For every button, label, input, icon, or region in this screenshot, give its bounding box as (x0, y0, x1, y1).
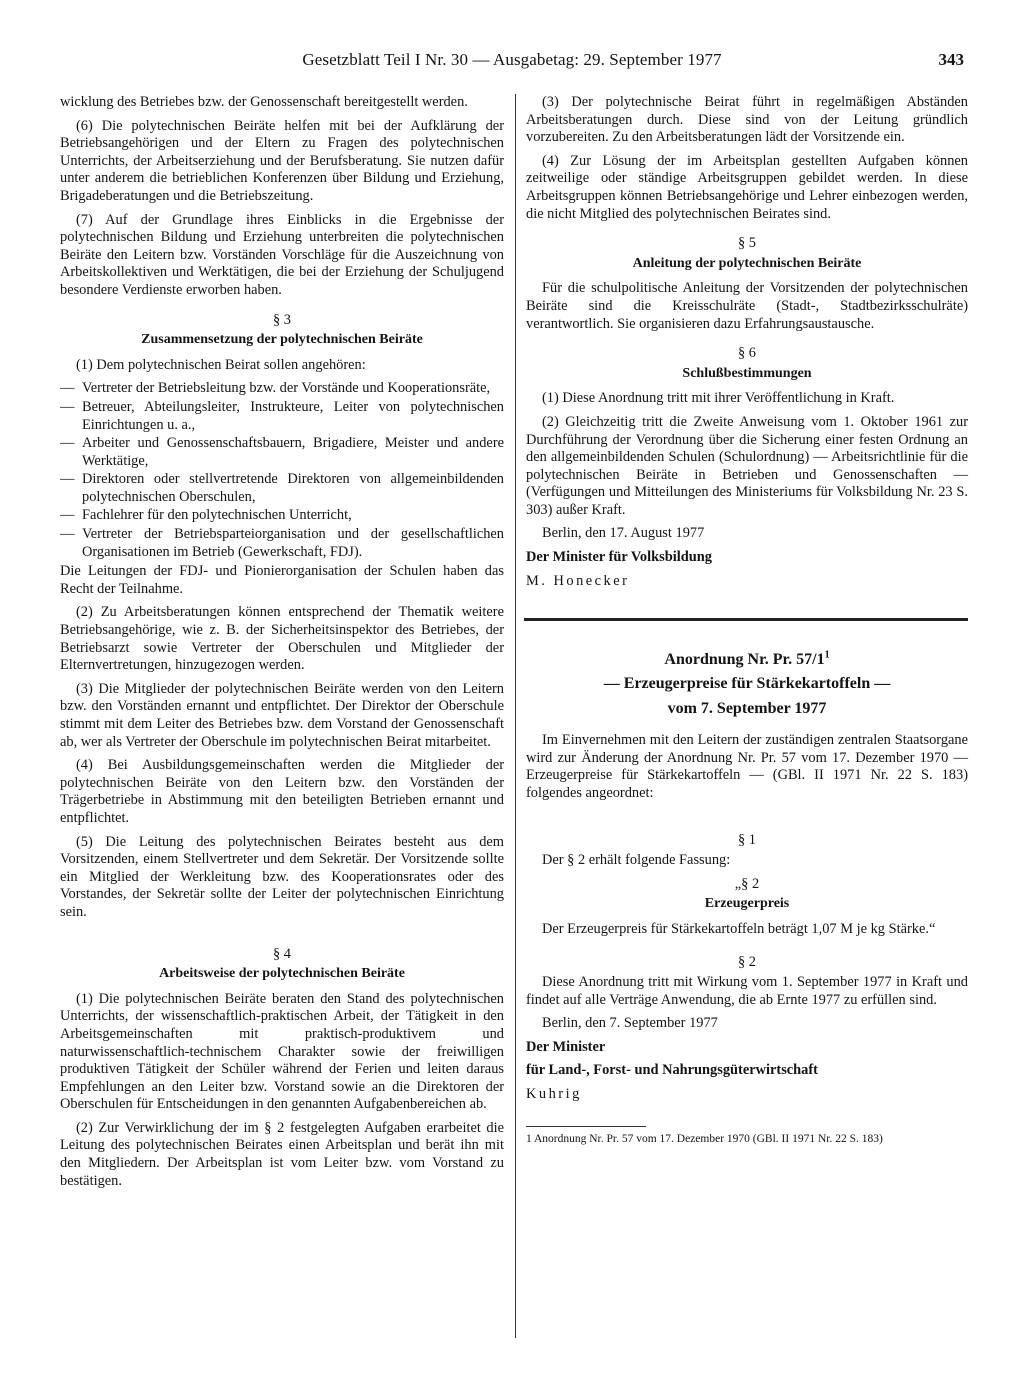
quoted-section-title: Erzeugerpreis (704, 896, 790, 912)
list-item: — Vertreter der Betriebsleitung bzw. der Vorstände und Kooperationsräte, (60, 380, 504, 398)
section-6-number: § 6 (738, 345, 756, 362)
quoted-section-number: „§ 2 (734, 875, 760, 892)
section-3-number: § 3 (273, 311, 291, 328)
section-6-title: Schlußbestimmungen (682, 365, 812, 381)
list-item: — Betreuer, Abteilungsleiter, Instrukteure, Leiter von polytechnischen Einrichtungen u. a., (60, 399, 504, 434)
member-list (60, 380, 504, 561)
list-item: — Fachlehrer für den polytechnischen Unterricht, (60, 507, 504, 525)
order-section-1-text: Der § 2 erhält folgende Fassung: (542, 852, 731, 868)
order-title-text: Anordnung Nr. Pr. 57/1 (664, 651, 825, 669)
column-divider (515, 94, 516, 1338)
paragraph-continuation: wicklung des Betriebes bzw. der Genossenschaft bereitgestellt werden. (60, 94, 468, 110)
section-3-title: Zusammensetzung der polytechnischen Beiräte (141, 332, 423, 348)
paragraph-3-2: (2) Zu Arbeitsberatungen können entsprechend der Thematik weitere Betriebsangehörige, wie z. B. der Sicherheitsinspektor des Betriebes, der Betriebsarzt sowie Vertreter der Oberschulen und Mitglieder der Elternvertretungen, hinzugezogen werden. (60, 604, 504, 674)
signature-2-role-line-1: Der Minister (526, 1038, 606, 1055)
paragraph-6-2: (2) Gleichzeitig tritt die Zweite Anweisung vom 1. Oktober 1961 zur Durchführung der Verordnung über die Sicherung einer festen Ordnung an den allgemeinbildenden Schulen (Schulordnung) — Arbeitsrichtlinie für die polytechnischen Beiräte in Betrieben und Genossenschaften — (Verfügungen und Mitteilungen des Ministeriums für Volksbildung Nr. 23 S. 303) außer Kraft. (526, 413, 968, 518)
signature-2-place-date: Berlin, den 7. September 1977 (542, 1015, 718, 1032)
left-column (60, 94, 504, 1196)
right-column (526, 94, 968, 1152)
signature-place-date: Berlin, den 17. August 1977 (542, 525, 705, 542)
section-4-number: § 4 (273, 945, 291, 962)
order-section-2-text: Diese Anordnung tritt mit Wirkung vom 1. September 1977 in Kraft und findet auf alle Verträge Anwendung, die ab Ernte 1977 zu erfüllen sind. (526, 973, 968, 1008)
list-item: — Vertreter der Betriebsparteiorganisation und der gesellschaftlichen Organisationen im Betrieb (Gewerkschaft, FDJ). (60, 526, 504, 561)
paragraph-6-1: (1) Diese Anordnung tritt mit ihrer Veröffentlichung in Kraft. (542, 390, 895, 407)
signature-role: Der Minister für Volksbildung (526, 549, 712, 566)
page-header (60, 50, 964, 76)
list-item: — Direktoren oder stellvertretende Direktoren von allgemeinbildenden polytechnischen Oberschulen, (60, 471, 504, 506)
running-title: Gesetzblatt Teil I Nr. 30 — Ausgabetag: 29. September 1977 (302, 50, 722, 69)
paragraph-4-2: (2) Zur Verwirklichung der im § 2 festgelegten Aufgaben erarbeitet die Leitung des polytechnischen Beirates einen Arbeitsplan und berät ihn mit den Mitgliedern. Der Arbeitsplan ist vom Leiter bzw. vom Vorstand zu bestätigen. (60, 1119, 504, 1189)
paragraph-3-5: (5) Die Leitung des polytechnischen Beirates besteht aus dem Vorsitzenden, einem Stellvertreter und dem Sekretär. Der Vorsitzende sollte ein Mitglied der Werkleitung bzw. des Kooperationsrates oder des Vorstandes, der Sekretär sollte der Leiter der polytechnischen Einrichtung sein. (60, 833, 504, 920)
section-divider (524, 618, 968, 621)
section-5-number: § 5 (738, 235, 756, 252)
footnote-rule (526, 1126, 646, 1127)
paragraph-3-4: (4) Bei Ausbildungsgemeinschaften werden die Mitglieder der polytechnischen Beiräte von den Leitern bzw. den Vorständen der Trägerbetriebe in Abstimmung mit den beteiligten Betrieben ernannt und entpflichtet. (60, 757, 504, 826)
section-5-title: Anleitung der polytechnischen Beiräte (632, 255, 862, 271)
order-title (526, 651, 968, 669)
footnote-marker: 1 (824, 649, 830, 661)
order-subtitle: — Erzeugerpreise für Stärkekartoffeln — (603, 674, 891, 692)
paragraph-3-3: (3) Die Mitglieder der polytechnischen Beiräte werden von den Leitern bzw. den Vorständen ernannt und entpflichtet. Der Direktor der Oberschule stimmt mit dem Leiter des Betriebes bzw. dem Vorstand der Genossenschaft ab, wer als Vertreter der Oberschule im polytechnischen Beirat mitarbeitet. (60, 680, 504, 750)
order-date: vom 7. September 1977 (667, 700, 827, 718)
order-section-1-number: § 1 (738, 832, 756, 849)
paragraph-2-6: (6) Die polytechnischen Beiräte helfen mit bei der Aufklärung der Betriebsangehörigen und der Eltern zu Fragen des polytechnischen Unterrichts, der Arbeitserziehung und der Berufsberatung. Sie nutzen dafür unter anderem die betrieblichen Konferenzen über Bildung und Erziehung, Brigadeberatungen und die Betriebszeitung. (60, 117, 504, 204)
paragraph-2-7: (7) Auf der Grundlage ihres Einblicks in die Ergebnisse der polytechnischen Bildung und Erziehung unterbreiten die polytechnischen Beiräte den Leitern bzw. Vorständen Vorschläge für die Auszeichnung von Arbeitskollektiven und Werktätigen, die bei der Erziehung der Schuljugend besondere Verdienste erworben haben. (60, 211, 504, 298)
order-intro: Im Einvernehmen mit den Leitern der zuständigen zentralen Staatsorgane wird zur Änderung der Anordnung Nr. Pr. 57 vom 17. Dezember 1970 — Erzeugerpreise für Stärkekartoffeln — (GBl. II 1971 Nr. 22 S. 183) folgendes angeordnet: (526, 732, 968, 801)
signature-name: M. Honecker (526, 572, 630, 589)
page-number: 343 (938, 50, 964, 69)
paragraph-4-1: (1) Die polytechnischen Beiräte beraten den Stand des polytechnischen Unterrichts, der wissenschaftlich-praktischen Arbeit, der Tätigkeit in den Arbeitsgemeinschaften mit praktisch-produktivem und naturwissenschaftlich-technischem Charakter sowie der freiwilligen produktiven Tätigkeit der Schüler während der Ferien und leiten daraus Empfehlungen an den Leiter bzw. Vorstand sowie an die Direktoren der Oberschulen für Entscheidungen in den genannten Aufgabenbereichen ab. (60, 990, 504, 1113)
paragraph-3-1: (1) Dem polytechnischen Beirat sollen angehören: (76, 356, 366, 373)
quoted-section-text: Der Erzeugerpreis für Stärkekartoffeln beträgt 1,07 M je kg Stärke.“ (542, 920, 936, 937)
paragraph-4-3: (3) Der polytechnische Beirat führt in regelmäßigen Abständen Arbeitsberatungen durch. Diese sind von der Leitung gründlich vorzubereiten. Zu den Arbeitsberatungen lädt der Vorsitzende ein. (526, 94, 968, 146)
list-item: — Arbeiter und Genossenschaftsbauern, Brigadiere, Meister und andere Werktätige, (60, 435, 504, 470)
signature-2-name: Kuhrig (526, 1085, 582, 1102)
signature-2-role-line-2: für Land-, Forst- und Nahrungsgüterwirtschaft (526, 1062, 818, 1079)
paragraph-4-4: (4) Zur Lösung der im Arbeitsplan gestellten Aufgaben können zeitweilige oder ständige Arbeitsgruppen gebildet werden. In diese Arbeitsgruppen können Betriebsangehörige und Lehrer einbezogen werden, die nicht Mitglied des polytechnischen Beirates sind. (526, 152, 968, 222)
paragraph-3-1-after: Die Leitungen der FDJ- und Pionierorganisation der Schulen haben das Recht der Teilnahme. (60, 563, 504, 597)
footnote: 1 Anordnung Nr. Pr. 57 vom 17. Dezember 1970 (GBl. II 1971 Nr. 22 S. 183) (526, 1132, 883, 1145)
paragraph-5: Für die schulpolitische Anleitung der Vorsitzenden der polytechnischen Beiräte sind die Kreisschulräte (Stadt-, Stadtbezirksschulräte) verantwortlich. Sie organisieren dazu Erfahrungsaustausche. (526, 280, 968, 332)
order-section-2-number: § 2 (738, 954, 756, 971)
section-4-title: Arbeitsweise der polytechnischen Beiräte (159, 966, 405, 982)
